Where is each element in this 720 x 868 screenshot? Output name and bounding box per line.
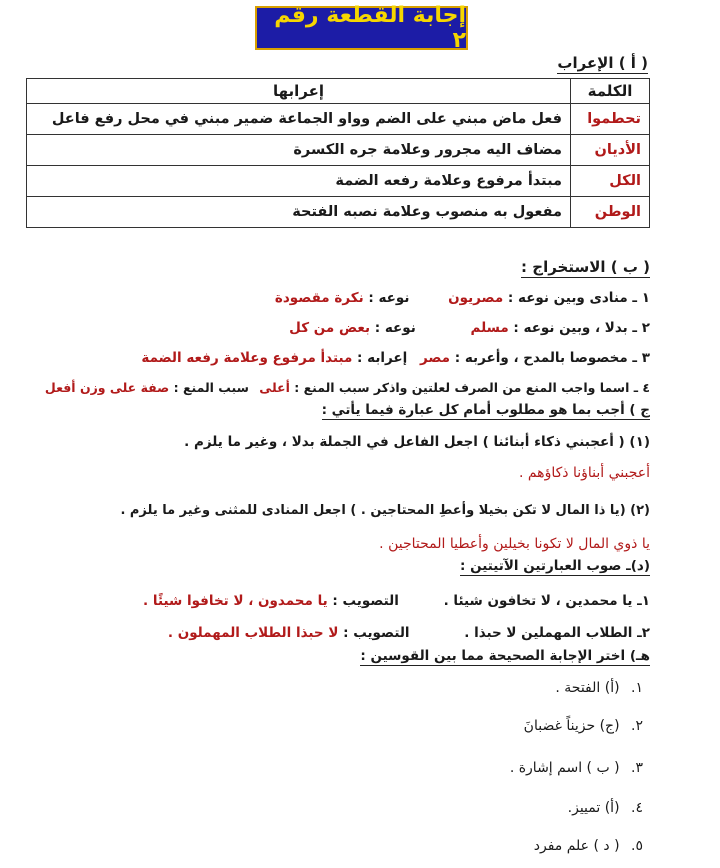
- table-row: [27, 166, 650, 197]
- table-cell-irab: مبتدأ مرفوع وعلامة رفعه الضمة: [27, 166, 571, 197]
- section-d-heading: (د)ـ صوب العبارتين الآتيتين :: [460, 558, 650, 574]
- table-row: [27, 135, 650, 166]
- table-cell-irab: مضاف اليه مجرور وعلامة جره الكسرة: [27, 135, 571, 166]
- choice-item: ٥. ( د ) علم مفرد: [533, 838, 643, 854]
- section-c-heading: ج ) أجب بما هو مطلوب أمام كل عبارة فيما يأتي :: [321, 402, 650, 418]
- correction-item: ١ـ يا محمدين ، لا تخافون شيئا . التصويب : يا محمدون ، لا تخافوا شيئًا .: [143, 593, 650, 609]
- table-cell-word: الأديان: [571, 135, 650, 166]
- answer-text: أعجبني أبناؤنا ذكاؤهم .: [518, 465, 650, 481]
- table-cell-word: الوطن: [571, 197, 650, 228]
- table-cell-irab: مفعول به منصوب وعلامة نصبه الفتحة: [27, 197, 571, 228]
- table-cell-word: تحطموا: [571, 104, 650, 135]
- extraction-item: ٣ ـ مخصوصا بالمدح ، وأعربه : مصر إعرابه : مبتدأ مرفوع وعلامة رفعه الضمة: [141, 350, 650, 366]
- choice-item: ٢. (ج) حزيناً غضبانَ: [523, 718, 643, 734]
- question-item: (١) ( أعجبني ذكاء أبنائنا ) اجعل الفاعل في الجملة بدلا ، وغير ما يلزم .: [184, 434, 650, 450]
- table-header-row: [27, 79, 650, 104]
- choice-item: ٣. ( ب ) اسم إشارة .: [509, 760, 643, 776]
- table-row: [27, 104, 650, 135]
- answer-text: يا ذوي المال لا تكونا بخيلين وأعطيا المحتاجين .: [379, 536, 650, 552]
- section-a-heading: ( أ ) الإعراب: [557, 54, 648, 72]
- col-word-header: الكلمة: [571, 79, 650, 104]
- table-cell-word: الكل: [571, 166, 650, 197]
- table-row: [27, 197, 650, 228]
- extraction-item: ٤ ـ اسما واجب المنع من الصرف لعلتين واذكر سبب المنع : أعلى سبب المنع : صفة على وزن أفعل: [44, 380, 650, 395]
- col-irab-header: إعرابها: [27, 79, 571, 104]
- extraction-item: ٢ ـ بدلا ، وبين نوعه : مسلم نوعه : بعض من كل: [289, 320, 650, 336]
- table-cell-irab: فعل ماض مبني على الضم وواو الجماعة ضمير مبني في محل رفع فاعل: [27, 104, 571, 135]
- correction-item: ٢ـ الطلاب المهملين لا حبذا . التصويب : لا حبذا الطلاب المهملون .: [167, 625, 650, 641]
- extraction-item: ١ ـ منادى وبين نوعه : مصريون نوعه : نكرة مقصودة: [274, 290, 650, 306]
- irab-table: [26, 78, 650, 228]
- section-h-heading: هـ) اختر الإجابة الصحيحة مما بين القوسين :: [360, 648, 650, 664]
- section-b-heading: ( ب ) الاستخراج :: [521, 258, 650, 276]
- choice-item: ١. (أ) الفتحة .: [555, 680, 643, 696]
- page-title: [255, 3, 468, 53]
- page-title-text: إجابة القطعة رقم ٢: [274, 3, 466, 53]
- question-item: (٢) (يا ذا المال لا تكن بخيلا وأعطِ المحتاجين . ) اجعل المنادى للمثنى وغير ما يلزم .: [120, 503, 650, 518]
- choice-item: ٤. (أ) تمييز.: [567, 800, 643, 816]
